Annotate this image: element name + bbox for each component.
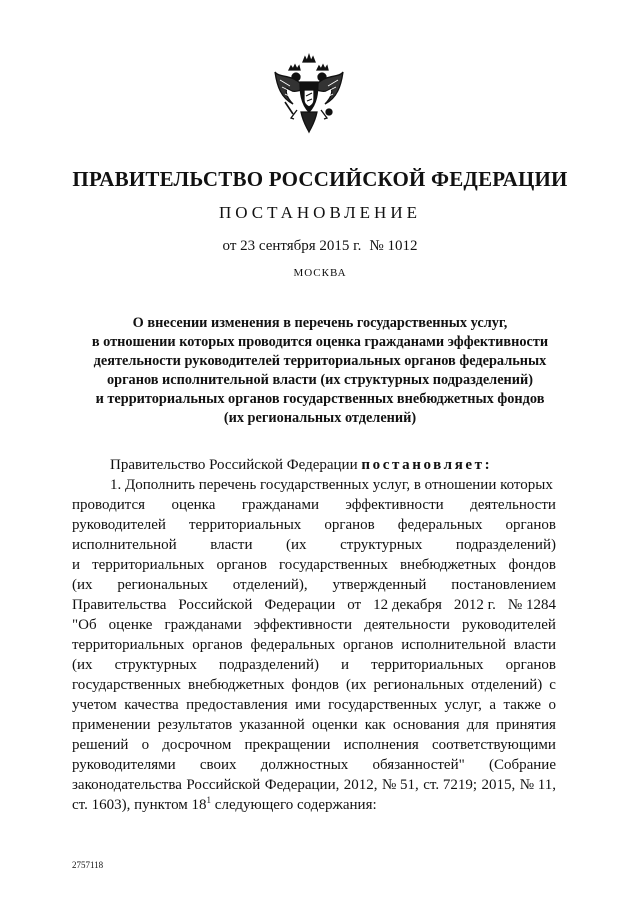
document-number: № 1012 bbox=[369, 238, 418, 254]
word: органов bbox=[324, 517, 375, 533]
body-line bbox=[72, 475, 556, 495]
word: исполнительной bbox=[72, 537, 177, 553]
word: для bbox=[466, 717, 489, 733]
word: 1. Дополнить перечень государственных услуг, в отношении которых bbox=[110, 477, 553, 493]
word: утвержденный bbox=[332, 577, 427, 593]
word: и bbox=[72, 557, 81, 573]
word: территориальных bbox=[72, 637, 185, 653]
body-line bbox=[72, 635, 556, 655]
preamble-text: Правительство Российской Федерации bbox=[110, 457, 358, 473]
word: руководителей bbox=[462, 617, 556, 633]
word: (их bbox=[72, 577, 93, 593]
word: ими bbox=[295, 697, 321, 713]
word: применении bbox=[72, 717, 151, 733]
word: с bbox=[549, 677, 556, 693]
word: эффективности bbox=[345, 497, 444, 513]
word: государственных bbox=[72, 677, 181, 693]
word: государственных bbox=[328, 697, 438, 713]
word: органов bbox=[192, 637, 243, 653]
word: федеральных bbox=[250, 637, 336, 653]
word: постановлением bbox=[451, 577, 556, 593]
word: территориальных bbox=[371, 657, 484, 673]
word: гражданами bbox=[241, 497, 319, 513]
body-line bbox=[72, 695, 556, 715]
word: оценка bbox=[171, 497, 216, 513]
preamble-emphasis: постановляет: bbox=[361, 457, 493, 473]
word: внебюджетных bbox=[399, 557, 497, 573]
word: подразделений) bbox=[455, 537, 556, 553]
word: Российской bbox=[186, 777, 261, 793]
word: 12 декабря bbox=[373, 597, 442, 613]
word: также bbox=[503, 697, 541, 713]
word: как bbox=[364, 717, 386, 733]
body-line bbox=[72, 735, 556, 755]
word: подразделений) bbox=[218, 657, 319, 673]
preamble bbox=[72, 455, 556, 475]
body-line bbox=[72, 495, 556, 515]
word: о bbox=[141, 737, 150, 753]
word: гражданами bbox=[164, 617, 242, 633]
heading-line: и территориальных органов государственных внебюджетных фондов bbox=[95, 391, 545, 407]
word: внебюджетных bbox=[187, 677, 285, 693]
word: учетом bbox=[72, 697, 117, 713]
government-title: ПРАВИТЕЛЬСТВО РОССИЙСКОЙ ФЕДЕРАЦИИ bbox=[72, 167, 568, 191]
word: а bbox=[489, 697, 497, 713]
document-heading bbox=[60, 314, 580, 428]
word: № 11, bbox=[519, 777, 556, 793]
word: (их bbox=[72, 657, 93, 673]
word: качества bbox=[124, 697, 179, 713]
coat-of-arms-icon bbox=[271, 52, 347, 138]
word: соответствующими bbox=[431, 737, 556, 753]
document-code: 2757118 bbox=[72, 860, 104, 870]
word: эффективности bbox=[253, 617, 353, 633]
word: своих bbox=[199, 757, 237, 773]
word: исполнительной bbox=[401, 637, 506, 653]
word: фондов bbox=[508, 557, 556, 573]
body-text: ст. 1603), пунктом 18 bbox=[72, 797, 207, 813]
word: органов bbox=[342, 637, 394, 653]
word: результатов bbox=[157, 717, 233, 733]
document-body bbox=[72, 455, 556, 815]
body-line bbox=[72, 655, 556, 675]
body-line bbox=[72, 515, 556, 535]
word: принятия bbox=[495, 717, 556, 733]
word: территориальных bbox=[92, 557, 205, 573]
word: исполнения bbox=[343, 737, 419, 753]
word: Российской bbox=[178, 597, 253, 613]
word: власти bbox=[513, 637, 556, 653]
word: 2012, bbox=[343, 777, 378, 793]
word: обязанностей" bbox=[372, 757, 465, 773]
word: прекращении bbox=[244, 737, 331, 753]
document-date: от 23 сентября 2015 г. bbox=[222, 238, 362, 254]
word: государственных bbox=[278, 557, 388, 573]
word: услуг, bbox=[444, 697, 482, 713]
word: федеральных bbox=[397, 517, 483, 533]
word: ст. 7219; bbox=[423, 777, 478, 793]
body-line bbox=[72, 675, 556, 695]
word: "Об bbox=[72, 617, 97, 633]
word: от bbox=[347, 597, 362, 613]
word: (их bbox=[286, 537, 307, 553]
document-date-line bbox=[0, 238, 640, 255]
body-line-last bbox=[72, 795, 556, 815]
body-line bbox=[72, 555, 556, 575]
word: № 51, bbox=[382, 777, 419, 793]
word: 2012 г. bbox=[453, 597, 496, 613]
document-type: ПОСТАНОВЛЕНИЕ bbox=[218, 203, 421, 222]
word: Правительства bbox=[72, 597, 167, 613]
document-city: МОСКВА bbox=[293, 267, 347, 279]
word: о bbox=[548, 697, 556, 713]
word: (Собрание bbox=[488, 757, 556, 773]
word: № 1284 bbox=[507, 597, 556, 613]
word: 2015, bbox=[481, 777, 516, 793]
body-line bbox=[72, 575, 556, 595]
word: основания bbox=[392, 717, 460, 733]
word: органов bbox=[505, 657, 556, 673]
heading-line: О внесении изменения в перечень государственных услуг, bbox=[132, 315, 508, 331]
word: оценки bbox=[311, 717, 358, 733]
body-line bbox=[72, 615, 556, 635]
word: деятельности bbox=[470, 497, 556, 513]
word: фондов bbox=[291, 677, 339, 693]
word: Федерации, bbox=[264, 777, 340, 793]
body-line bbox=[72, 775, 556, 795]
heading-line: в отношении которых проводится оценка гражданами эффективности bbox=[91, 334, 549, 350]
word: решений bbox=[72, 737, 129, 753]
word: структурных bbox=[114, 657, 197, 673]
body-line bbox=[72, 535, 556, 555]
word: территориальных bbox=[188, 517, 302, 533]
word: досрочном bbox=[162, 737, 232, 753]
word: руководителей bbox=[72, 517, 166, 533]
word: руководителями bbox=[72, 757, 176, 773]
word: деятельности bbox=[364, 617, 450, 633]
word: Федерации bbox=[264, 597, 336, 613]
word: проводится bbox=[72, 497, 146, 513]
word: структурных bbox=[340, 537, 423, 553]
word: органов bbox=[505, 517, 556, 533]
word: власти bbox=[210, 537, 253, 553]
word: региональных bbox=[117, 577, 208, 593]
body-line bbox=[72, 715, 556, 735]
word: законодательства bbox=[72, 777, 182, 793]
word: предоставления bbox=[186, 697, 288, 713]
word: региональных bbox=[373, 677, 465, 693]
word: указанной bbox=[239, 717, 305, 733]
word: оценке bbox=[108, 617, 153, 633]
word: органов bbox=[216, 557, 267, 573]
body-paragraph bbox=[72, 475, 556, 795]
word: должностных bbox=[260, 757, 349, 773]
word: (их bbox=[345, 677, 367, 693]
word: отделений) bbox=[471, 677, 543, 693]
body-text: следующего содержания: bbox=[211, 797, 377, 813]
superscript: 1 bbox=[206, 795, 212, 805]
heading-line: (их региональных отделений) bbox=[223, 410, 417, 426]
body-line bbox=[72, 595, 556, 615]
word: и bbox=[341, 657, 350, 673]
heading-line: органов исполнительной власти (их структурных подразделений) bbox=[106, 372, 534, 388]
heading-line: деятельности руководителей территориальных органов федеральных bbox=[93, 353, 547, 369]
word: отделений), bbox=[232, 577, 308, 593]
body-line bbox=[72, 755, 556, 775]
